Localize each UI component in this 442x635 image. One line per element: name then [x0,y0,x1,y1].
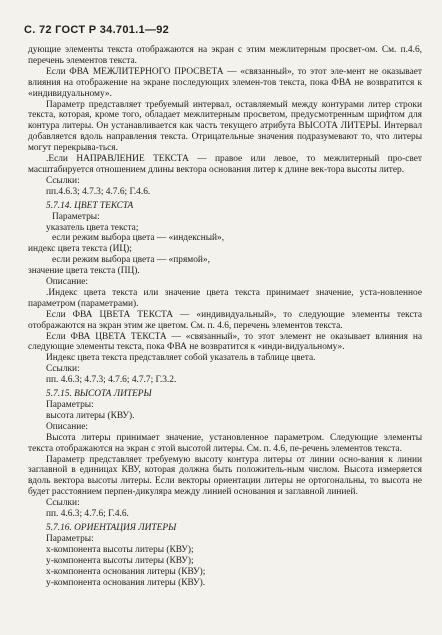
parameters-label: Параметры: [52,211,100,222]
paragraph: Параметр представляет требуемую высоту контура литеры от линии осно-вания к линии заглавной в единицах КВУ, которая должна быть положитель-ным числом. Высота измеряется вдоль вектора высоты литеры. Если векторы ориентации литеры не ортогональны, то высота не будет расстоянием перпен-дикуляра между линией основания и заглавной линией. [28,454,422,498]
page-header: С. 72 ГОСТ Р 34.701.1—92 [24,24,170,36]
list-item: указатель цвета текста; [46,222,139,233]
paragraph: .Если НАПРАВЛЕНИЕ ТЕКСТА — правое или левое, то межлитерный про-свет масштабируется отношением длины вектора основания литер к длине век-тора высоты литер. [28,154,422,175]
description-label: Описание: [46,421,89,432]
paragraph: Если ФВА ЦВЕТА ТЕКСТА — «связанный», то этот элемент не оказывает влияния на следующие элементы текста, пока ФВА не возвратится к «инди-видуальному». [28,331,422,353]
list-item: если режим выбора цвета — «индексный», [52,233,225,244]
paragraph: Высота литеры принимает значение, установленное параметром. Следующие элементы текста отображаются на экран с этой высотой литеры. См. п. 4.6, пе-речень элементов текста. [28,432,422,454]
references-label: Ссылки: [46,498,80,509]
references-list: пп. 4.6.3; 4.7.6; Г.4.6. [46,509,129,520]
paragraph: Индекс цвета текста представляет собой указатель в таблице цвета. [46,353,316,364]
references-list: пп.4.6.3; 4.7.3; 4.7.6; Г.4.6. [46,186,151,197]
section-heading: 5.7.15. ВЫСОТА ЛИТЕРЫ [46,389,152,400]
list-item: если режим выбора цвета — «прямой», [52,255,210,266]
references-list: пп. 4.6.3; 4.7.3; 4.7.6; 4.7.7; Г.3.2. [46,375,177,386]
paragraph: Если ФВА ЦВЕТА ТЕКСТА — «индивидуальный», то следующие элементы текста отображаются на экран этим же цветом. См. п. 4.6, перечень элементов текста. [28,309,422,331]
list-item: индекс цвета текста (ИЦ); [28,244,132,255]
paragraph: Если ФВА МЕЖЛИТЕРНОГО ПРОСВЕТА — «связанный», то этот эле-мент не оказывает влияния на отображение на экране последующих элемен-тов текста, пока ФВА не возвратится к «индивидуальному». [28,66,422,99]
list-item: высота литеры (КВУ). [46,410,135,421]
paragraph: дующие элементы текста отображаются на экран с этим межлитерным просвет-ом. См. п.4.6, перечень элементов текста. [28,45,422,66]
list-item: у-компонента высоты литеры (КВУ); [46,555,194,566]
description-label: Описание: [46,277,89,288]
parameters-label: Параметры: [46,533,94,544]
section-heading: 5.7.14. ЦВЕТ ТЕКСТА [46,200,134,211]
references-label: Ссылки: [46,364,80,375]
section-heading: 5.7.16. ОРИЕНТАЦИЯ ЛИТЕРЫ [46,522,177,533]
list-item: х-компонента высоты литеры (КВУ); [46,544,194,555]
paragraph: .Индекс цвета текста или значение цвета текста принимает значение, уста-новленное параметром (параметрами). [28,287,422,309]
list-item: у-компонента основания литеры (КВУ). [46,577,206,588]
parameters-label: Параметры: [46,400,94,410]
references-label: Ссылки: [46,175,80,186]
list-item: значение цвета текста (ПЦ). [28,266,140,277]
paragraph: Параметр представляет требуемый интервал, оставляемый между контурами литер строки текста, которая, кроме того, обладает межлитерным просветом, предусмотренным шрифтом для контура литеры. Он устанавливается как часть текущего атрибута ВЫСОТА ЛИТЕРЫ. Интервал добавляется вдоль направления текста. Отрицательные значения подразумевают то, что литеры могут перекрыва-ться. [28,99,422,154]
list-item: х-компонента основания литеры (КВУ); [46,566,206,577]
page-body [28,45,422,588]
